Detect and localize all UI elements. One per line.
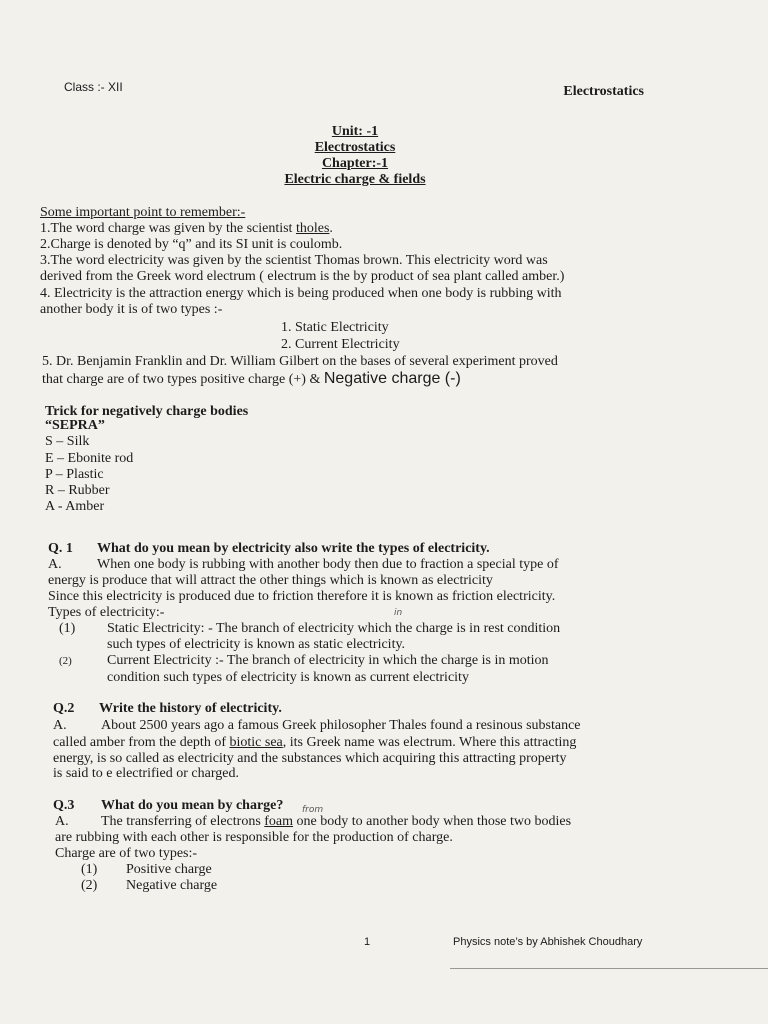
footer-credit: Physics note’s by Abhishek Choudhary: [453, 936, 643, 948]
q2-number: Q.2: [53, 701, 75, 716]
q2-answer-text: , its Greek name was electrum. Where this attracting: [282, 735, 577, 750]
q3-answer-underlined: foam: [264, 814, 294, 829]
trick-item: A - Amber: [45, 499, 105, 514]
q3-number: Q.3: [53, 798, 75, 813]
point-4-line-1: 4. Electricity is the attraction energy which is being produced when one body is rubbing with: [40, 286, 562, 301]
handwritten-note-in: in: [394, 608, 403, 618]
intro-heading: Some important point to remember:-: [40, 205, 246, 220]
trick-item: S – Silk: [45, 434, 90, 449]
q3-type-1: Positive charge: [126, 862, 212, 877]
q2-answer-line: About 2500 years ago a famous Greek philosopher Thales found a resinous substance: [101, 718, 581, 733]
point-5-negative: Negative charge (-): [323, 370, 461, 387]
q3-answer-text: one body to another body when those two bodies: [293, 814, 572, 829]
chapter-name: Electric charge & fields: [284, 172, 426, 187]
trick-heading: Trick for negatively charge bodies: [45, 404, 249, 419]
unit-title: Unit: -1: [331, 124, 379, 139]
q3-type-2: Negative charge: [126, 878, 218, 893]
q1-types-heading: Types of electricity:-: [48, 605, 165, 620]
q1-item-2-number: (2): [59, 655, 72, 667]
point-5-line-1: 5. Dr. Benjamin Franklin and Dr. William Gilbert on the bases of several experiment proved: [42, 354, 558, 369]
subject-label: Electrostatics: [563, 84, 644, 99]
type-static: 1. Static Electricity: [281, 320, 389, 335]
point-5-line-2: [42, 371, 461, 388]
trick-item: R – Rubber: [45, 483, 110, 498]
point-3-line-1: 3.The word electricity was given by the scientist Thomas brown. This electricity word was: [40, 253, 548, 268]
footer-divider: [450, 968, 768, 969]
q1-item-2-line: condition such types of electricity is known as current electricity: [107, 670, 469, 685]
q1-answer-label: A.: [48, 557, 62, 572]
handwritten-note-from: from: [302, 805, 324, 815]
q3-type-1-number: (1): [81, 862, 98, 877]
trick-word: “SEPRA”: [45, 418, 105, 433]
point-1-name: tholes: [295, 221, 330, 236]
point-3-line-2: derived from the Greek word electrum ( electrum is the by product of sea plant called amber.): [40, 269, 565, 284]
q2-answer-line: [53, 735, 576, 751]
trick-item: P – Plastic: [45, 467, 104, 482]
q2-answer-line: is said to e electrified or charged.: [53, 766, 239, 781]
q2-answer-label: A.: [53, 718, 67, 733]
q3-answer-label: A.: [55, 814, 69, 829]
q1-question: What do you mean by electricity also write the types of electricity.: [97, 541, 490, 556]
q1-answer-line: When one body is rubbing with another body then due to fraction a special type of: [97, 557, 559, 572]
trick-item: E – Ebonite rod: [45, 451, 134, 466]
q3-answer-text: The transferring of electrons: [101, 814, 265, 829]
q2-answer-text: called amber from the depth of: [53, 735, 230, 750]
class-label: Class :- XII: [64, 80, 123, 94]
q1-item-1-line: such types of electricity is known as static electricity.: [107, 637, 406, 652]
chapter-title: Chapter:-1: [321, 156, 389, 171]
q1-answer-line: Since this electricity is produced due to friction therefore it is known as friction electricity.: [48, 589, 556, 604]
point-5-text: that charge are of two types positive charge (+) &: [42, 372, 324, 387]
q3-types-heading: Charge are of two types:-: [55, 846, 198, 861]
type-current: 2. Current Electricity: [281, 337, 400, 352]
point-1-end: .: [329, 221, 333, 236]
point-2: 2.Charge is denoted by “q” and its SI unit is coulomb.: [40, 237, 343, 252]
q2-question: Write the history of electricity.: [99, 701, 282, 716]
q1-item-2-line: Current Electricity :- The branch of electricity in which the charge is in motion: [107, 653, 549, 668]
q1-number: Q. 1: [48, 541, 73, 556]
subject-title: Electrostatics: [314, 140, 396, 155]
q2-answer-line: energy, is so called as electricity and the substances which acquiring this attracting property: [53, 751, 567, 766]
q3-answer-line: [101, 814, 571, 830]
q2-answer-underlined: biotic sea: [229, 735, 283, 750]
q1-item-1-number: (1): [59, 621, 76, 636]
q1-answer-line: energy is produce that will attract the other things which is known as electricity: [48, 573, 493, 588]
q1-item-1-line: Static Electricity: - The branch of electricity which the charge is in rest condition: [107, 621, 561, 636]
q3-answer-line: are rubbing with each other is responsible for the production of charge.: [55, 830, 453, 845]
q3-type-2-number: (2): [81, 878, 98, 893]
page-number: 1: [364, 936, 371, 948]
q3-question: What do you mean by charge?: [101, 798, 284, 813]
point-1: [40, 221, 333, 237]
point-4-line-2: another body it is of two types :-: [40, 302, 223, 317]
point-1-text: 1.The word charge was given by the scientist: [40, 221, 296, 236]
